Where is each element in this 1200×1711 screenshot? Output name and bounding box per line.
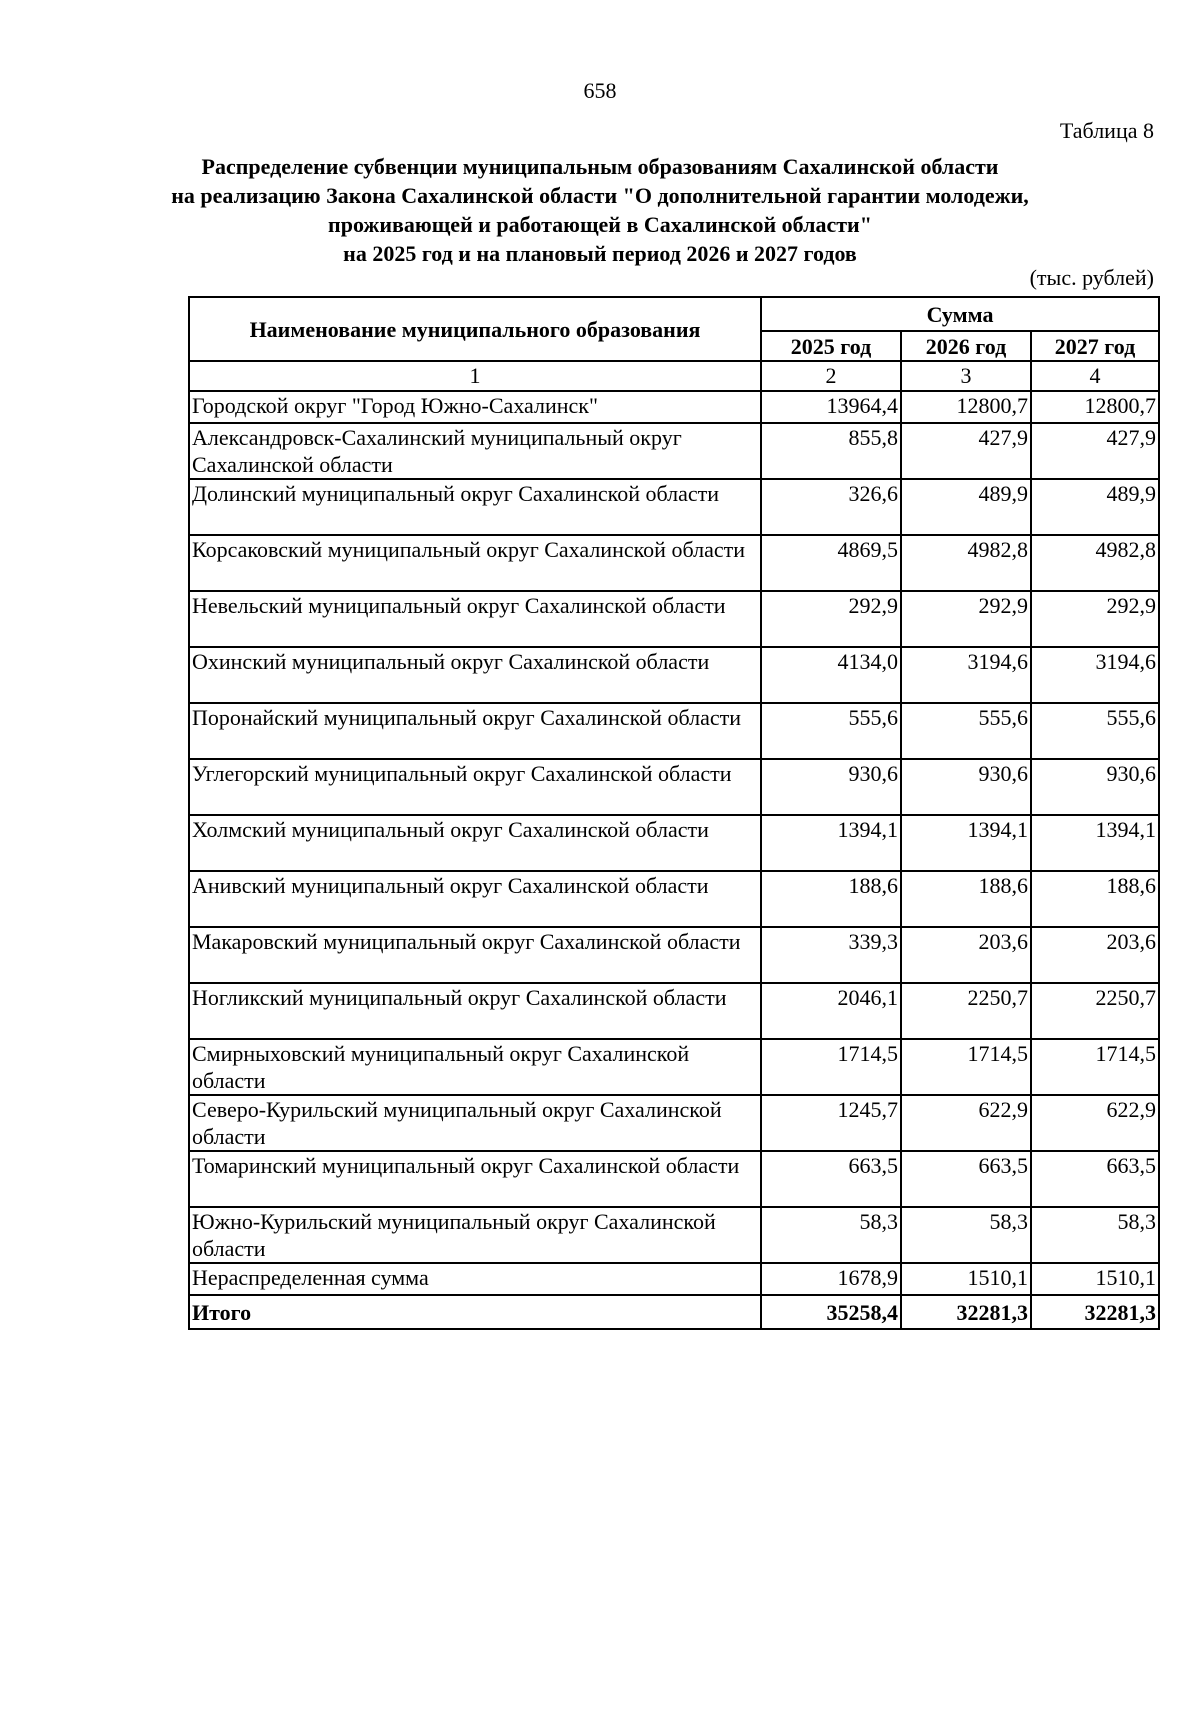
- value-2026: 3194,6: [901, 647, 1031, 703]
- municipality-name: Южно-Курильский муниципальный округ Сахалинской области: [189, 1207, 761, 1263]
- column-number: 4: [1031, 361, 1159, 391]
- municipality-name: Охинский муниципальный округ Сахалинской области: [189, 647, 761, 703]
- title-line: проживающей и работающей в Сахалинской области": [328, 212, 872, 237]
- value-2025: 58,3: [761, 1207, 901, 1263]
- table-row: [189, 1151, 1159, 1207]
- table-label: Таблица 8: [1059, 118, 1154, 143]
- municipality-name: Поронайский муниципальный округ Сахалинской области: [189, 703, 761, 759]
- value-2026: 12800,7: [901, 391, 1031, 423]
- value-2025: 1678,9: [761, 1263, 901, 1295]
- table-row: [189, 1039, 1159, 1095]
- value-2026: 489,9: [901, 479, 1031, 535]
- table-row: [189, 1263, 1159, 1295]
- value-2025: 13964,4: [761, 391, 901, 423]
- value-2027: 203,6: [1031, 927, 1159, 983]
- value-2025: 555,6: [761, 703, 901, 759]
- value-2025: 188,6: [761, 871, 901, 927]
- table-row: [189, 1095, 1159, 1151]
- value-2027: 3194,6: [1031, 647, 1159, 703]
- total-label: Итого: [189, 1295, 761, 1329]
- municipality-name: Корсаковский муниципальный округ Сахалинской области: [189, 535, 761, 591]
- value-2026: 2250,7: [901, 983, 1031, 1039]
- value-2027: 4982,8: [1031, 535, 1159, 591]
- value-2025: 1245,7: [761, 1095, 901, 1151]
- header-year-2027: 2027 год: [1031, 331, 1159, 361]
- units-label: (тыс. рублей): [1029, 265, 1154, 290]
- total-row: [189, 1295, 1159, 1329]
- value-2025: 292,9: [761, 591, 901, 647]
- value-2027: 427,9: [1031, 423, 1159, 479]
- value-2026: 1510,1: [901, 1263, 1031, 1295]
- value-2027: 1510,1: [1031, 1263, 1159, 1295]
- total-2027: 32281,3: [1031, 1295, 1159, 1329]
- column-number-row: [189, 361, 1159, 391]
- document-title: [150, 152, 1050, 268]
- table-row: [189, 1207, 1159, 1263]
- total-2025: 35258,4: [761, 1295, 901, 1329]
- value-2027: 292,9: [1031, 591, 1159, 647]
- table-row: [189, 927, 1159, 983]
- table-row: [189, 703, 1159, 759]
- municipality-name: Томаринский муниципальный округ Сахалинской области: [189, 1151, 761, 1207]
- value-2027: 1394,1: [1031, 815, 1159, 871]
- value-2025: 326,6: [761, 479, 901, 535]
- municipality-name: Нераспределенная сумма: [189, 1263, 761, 1295]
- value-2026: 1714,5: [901, 1039, 1031, 1095]
- value-2025: 1714,5: [761, 1039, 901, 1095]
- municipality-name: Невельский муниципальный округ Сахалинской области: [189, 591, 761, 647]
- value-2027: 489,9: [1031, 479, 1159, 535]
- value-2027: 58,3: [1031, 1207, 1159, 1263]
- value-2026: 203,6: [901, 927, 1031, 983]
- header-year-2025: 2025 год: [761, 331, 901, 361]
- value-2027: 2250,7: [1031, 983, 1159, 1039]
- value-2026: 188,6: [901, 871, 1031, 927]
- value-2025: 663,5: [761, 1151, 901, 1207]
- table-row: [189, 815, 1159, 871]
- value-2026: 555,6: [901, 703, 1031, 759]
- value-2027: 555,6: [1031, 703, 1159, 759]
- municipality-name: Холмский муниципальный округ Сахалинской области: [189, 815, 761, 871]
- value-2025: 4869,5: [761, 535, 901, 591]
- header-name-column: Наименование муниципального образования: [189, 297, 761, 361]
- municipality-name: Северо-Курильский муниципальный округ Сахалинской области: [189, 1095, 761, 1151]
- municipality-name: Ногликский муниципальный округ Сахалинской области: [189, 983, 761, 1039]
- table-row: [189, 535, 1159, 591]
- table-row: [189, 983, 1159, 1039]
- table-row: [189, 391, 1159, 423]
- value-2026: 58,3: [901, 1207, 1031, 1263]
- value-2026: 292,9: [901, 591, 1031, 647]
- table-row: [189, 871, 1159, 927]
- column-number: 2: [761, 361, 901, 391]
- value-2026: 622,9: [901, 1095, 1031, 1151]
- value-2027: 663,5: [1031, 1151, 1159, 1207]
- value-2025: 2046,1: [761, 983, 901, 1039]
- table-row: [189, 591, 1159, 647]
- title-line: на 2025 год и на плановый период 2026 и 2027 годов: [343, 241, 857, 266]
- table-row: [189, 647, 1159, 703]
- value-2026: 663,5: [901, 1151, 1031, 1207]
- municipality-name: Анивский муниципальный округ Сахалинской области: [189, 871, 761, 927]
- municipality-name: Углегорский муниципальный округ Сахалинской области: [189, 759, 761, 815]
- table-row: [189, 479, 1159, 535]
- table-row: [189, 759, 1159, 815]
- value-2025: 930,6: [761, 759, 901, 815]
- value-2026: 4982,8: [901, 535, 1031, 591]
- municipality-name: Долинский муниципальный округ Сахалинской области: [189, 479, 761, 535]
- value-2027: 12800,7: [1031, 391, 1159, 423]
- value-2025: 1394,1: [761, 815, 901, 871]
- value-2026: 930,6: [901, 759, 1031, 815]
- municipality-name: Макаровский муниципальный округ Сахалинской области: [189, 927, 761, 983]
- title-line: Распределение субвенции муниципальным образованиям Сахалинской области: [201, 154, 999, 179]
- subsidy-table: [188, 296, 1160, 1330]
- value-2025: 855,8: [761, 423, 901, 479]
- value-2026: 1394,1: [901, 815, 1031, 871]
- municipality-name: Александровск-Сахалинский муниципальный округ Сахалинской области: [189, 423, 761, 479]
- page-number: 658: [583, 78, 617, 103]
- value-2027: 930,6: [1031, 759, 1159, 815]
- header-year-2026: 2026 год: [901, 331, 1031, 361]
- column-number: 3: [901, 361, 1031, 391]
- table-row: [189, 423, 1159, 479]
- header-sum-column: Сумма: [761, 297, 1159, 331]
- value-2026: 427,9: [901, 423, 1031, 479]
- title-line: на реализацию Закона Сахалинской области "О дополнительной гарантии молодежи,: [171, 183, 1029, 208]
- value-2027: 622,9: [1031, 1095, 1159, 1151]
- total-2026: 32281,3: [901, 1295, 1031, 1329]
- value-2025: 339,3: [761, 927, 901, 983]
- municipality-name: Городской округ "Город Южно-Сахалинск": [189, 391, 761, 423]
- municipality-name: Смирныховский муниципальный округ Сахалинской области: [189, 1039, 761, 1095]
- value-2027: 188,6: [1031, 871, 1159, 927]
- value-2025: 4134,0: [761, 647, 901, 703]
- value-2027: 1714,5: [1031, 1039, 1159, 1095]
- column-number: 1: [189, 361, 761, 391]
